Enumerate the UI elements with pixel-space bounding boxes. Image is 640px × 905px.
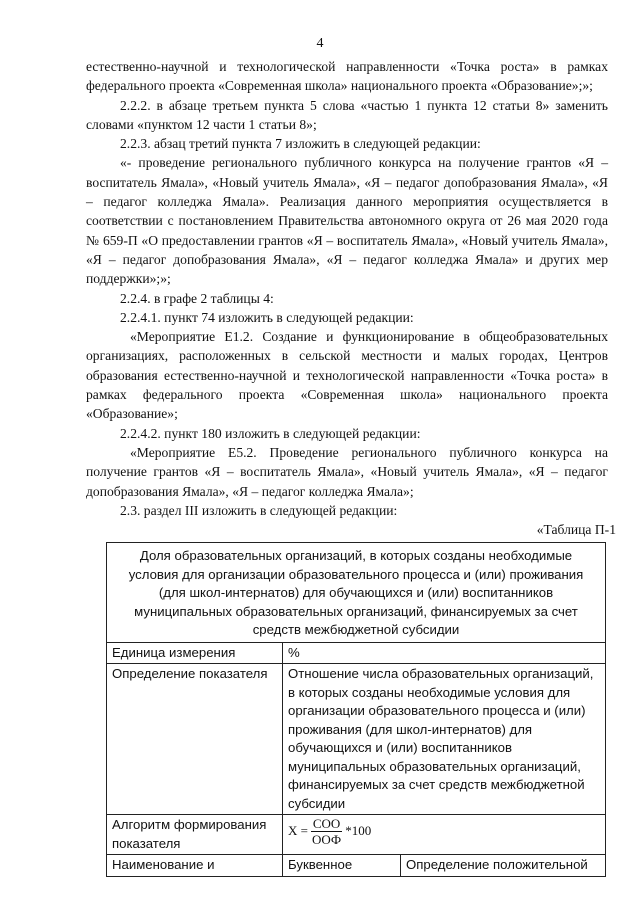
table-value-cell: Отношение числа образовательных организаций, в которых созданы необходимые условия для организации образовательного процесса и (или) проживания (для школ-интернатов) для обучающихся и (или) воспитанников муниципальных образовательных организаций, финансируемых за счет средств межбюджетной субсидии xyxy=(283,664,606,815)
table-row xyxy=(107,642,606,664)
paragraph: 2.2.2. в абзаце третьем пункта 5 слова «частью 1 пункта 12 статьи 8» заменить словами «пунктом 12 части 1 статьи 8»; xyxy=(86,97,608,132)
formula-lhs: Х = xyxy=(288,823,308,839)
formula-numerator: СОО xyxy=(312,816,341,831)
table-row xyxy=(107,543,606,643)
paragraph: «- проведение регионального публичного конкурса на получение грантов «Я – воспитатель Ямала», «Новый учитель Ямала», «Я – педагог допобразования Ямала», «Я – педагог колледжа Ямала». Реализация данного мероприятия осуществляется в соответствии с постановлением Правительства автономного округа от 26 мая 2020 года № 659-П «О предоставлении грантов «Я – воспитатель Ямала», «Новый учитель Ямала», «Я – педагог допобразования Ямала», «Я – педагог колледжа Ямала» и других мер поддержки»;»; xyxy=(86,155,608,287)
paragraph: 2.3. раздел III изложить в следующей редакции: xyxy=(120,502,398,518)
paragraph: «Мероприятие Е1.2. Создание и функционирование в общеобразовательных организациях, расположенных в сельской местности и малых городах, Центров образования естественно-научной и технологической направленности «Точка роста» в рамках федерального проекта «Современная школа» национального проекта «Образование»; xyxy=(86,329,608,422)
formula-denominator: ООФ xyxy=(311,832,342,847)
document-body xyxy=(86,57,616,539)
page-number: 4 xyxy=(316,36,324,51)
table-label-cell: Единица измерения xyxy=(107,642,283,664)
table-value-cell: Определение положительной xyxy=(401,855,606,877)
paragraph: 2.2.4.2. пункт 180 изложить в следующей редакции: xyxy=(120,425,421,441)
indicator-table xyxy=(106,542,606,877)
table-row xyxy=(107,855,606,877)
table-formula-cell xyxy=(283,815,606,855)
paragraph: «Мероприятие Е5.2. Проведение регионального публичного конкурса на получение грантов «Я – воспитатель Ямала», «Новый учитель Ямала», «Я – педагог допобразования Ямала», «Я – педагог колледжа Ямала»; xyxy=(86,444,608,499)
paragraph: 2.2.4. в графе 2 таблицы 4: xyxy=(120,290,274,306)
formula-fraction xyxy=(310,816,343,847)
formula-suffix: *100 xyxy=(345,823,372,839)
paragraph: естественно-научной и технологической направленности «Точка роста» в рамках федерального проекта «Современная школа» национального проекта «Образование»;»; xyxy=(86,59,608,94)
table-header-cell: Доля образовательных организаций, в которых созданы необходимые условия для организации образовательного процесса и (или) проживания (для школ-интернатов) для обучающихся и (или) воспитанников муниципальных образовательных организаций, финансируемых за счет средств межбюджетной субсидии xyxy=(107,543,606,643)
table-row xyxy=(107,664,606,815)
paragraph: 2.2.3. абзац третий пункта 7 изложить в следующей редакции: xyxy=(120,136,481,152)
table-label-cell: Определение показателя xyxy=(107,664,283,815)
table-caption: «Таблица П-1 xyxy=(536,522,616,538)
table-value-cell: % xyxy=(283,642,606,664)
paragraph: 2.2.4.1. пункт 74 изложить в следующей редакции: xyxy=(120,309,414,325)
formula xyxy=(288,816,371,847)
table-value-cell: Буквенное xyxy=(283,855,401,877)
table-label-cell: Наименование и xyxy=(107,855,283,877)
table-row xyxy=(107,815,606,855)
table-label-cell: Алгоритм формирования показателя xyxy=(107,815,283,855)
